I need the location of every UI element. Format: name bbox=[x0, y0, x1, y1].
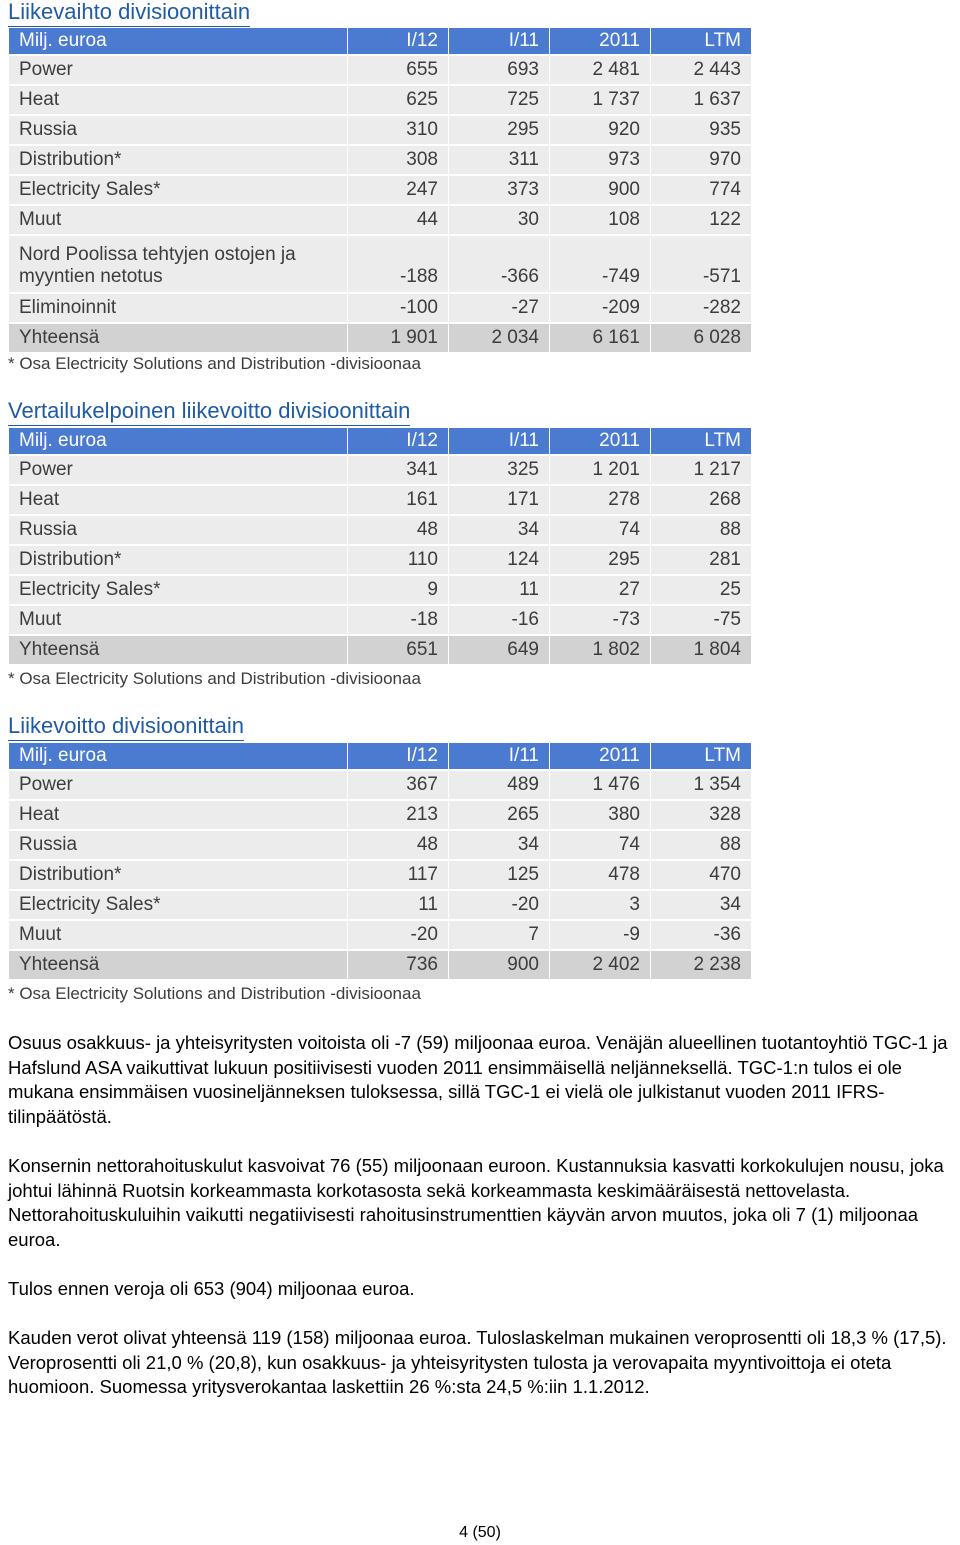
column-header: I/12 bbox=[348, 743, 448, 769]
table-row bbox=[9, 486, 751, 514]
row-label: Muut bbox=[9, 206, 347, 234]
column-header: Milj. euroa bbox=[9, 28, 347, 54]
table-cell: -27 bbox=[449, 294, 549, 322]
table-cell: -282 bbox=[651, 294, 751, 322]
column-header: I/12 bbox=[348, 428, 448, 454]
table-cell: 308 bbox=[348, 146, 448, 174]
column-header: 2011 bbox=[550, 28, 650, 54]
row-label: Yhteensä bbox=[9, 636, 347, 664]
table-row bbox=[9, 516, 751, 544]
section-title-operating-profit: Liikevoitto divisioonittain bbox=[8, 714, 244, 741]
row-label: Yhteensä bbox=[9, 951, 347, 979]
table-cell: -73 bbox=[550, 606, 650, 634]
table-cell: 380 bbox=[550, 801, 650, 829]
table-cell: 88 bbox=[651, 516, 751, 544]
comparable-operating-profit-table bbox=[8, 426, 752, 666]
table-cell: 295 bbox=[449, 116, 549, 144]
table-row bbox=[9, 576, 751, 604]
table-row bbox=[9, 294, 751, 322]
table-cell: 34 bbox=[449, 831, 549, 859]
table-header-row bbox=[9, 428, 751, 454]
table-cell: 470 bbox=[651, 861, 751, 889]
table-header-row bbox=[9, 28, 751, 54]
table-cell: 295 bbox=[550, 546, 650, 574]
table-cell: -36 bbox=[651, 921, 751, 949]
table-cell: 124 bbox=[449, 546, 549, 574]
table-cell: 311 bbox=[449, 146, 549, 174]
table-cell: 30 bbox=[449, 206, 549, 234]
table-cell: 2 402 bbox=[550, 951, 650, 979]
table-cell: 171 bbox=[449, 486, 549, 514]
paragraph-financial-expenses: Konsernin nettorahoituskulut kasvoivat 76 (55) miljoonaan euroon. Kustannuksia kasvatti korkokulujen nousu, joka johtui lähinnä Ruotsin korkeammasta korkotasosta sekä korkeammasta keskimääräisestä nettovelasta. Nettorahoituskuluihin vaikutti negatiivisesti rahoitusinstrumenttien käyvän arvon muutos, joka oli 7 (1) miljoonaa euroa. bbox=[8, 1155, 944, 1250]
table-row bbox=[9, 921, 751, 949]
column-header: Milj. euroa bbox=[9, 743, 347, 769]
table-row bbox=[9, 206, 751, 234]
column-header: I/11 bbox=[449, 428, 549, 454]
table-row bbox=[9, 236, 751, 292]
table-cell: 1 476 bbox=[550, 771, 650, 799]
table-header-row bbox=[9, 743, 751, 769]
total-row bbox=[9, 636, 751, 664]
row-label: Muut bbox=[9, 921, 347, 949]
column-header: LTM bbox=[651, 28, 751, 54]
table-cell: 6 028 bbox=[651, 324, 751, 352]
table-cell: 6 161 bbox=[550, 324, 650, 352]
table-cell: 11 bbox=[449, 576, 549, 604]
table-cell: 1 737 bbox=[550, 86, 650, 114]
table-cell: 161 bbox=[348, 486, 448, 514]
table-cell: 367 bbox=[348, 771, 448, 799]
table-cell: 478 bbox=[550, 861, 650, 889]
table-cell: 9 bbox=[348, 576, 448, 604]
total-row bbox=[9, 951, 751, 979]
table-cell: 693 bbox=[449, 56, 549, 84]
table-cell: -571 bbox=[651, 236, 751, 292]
table-cell: 48 bbox=[348, 831, 448, 859]
footnote: * Osa Electricity Solutions and Distribution -divisioonaa bbox=[8, 984, 421, 1003]
row-label: Electricity Sales* bbox=[9, 176, 347, 204]
table-cell: 1 637 bbox=[651, 86, 751, 114]
table-cell: 736 bbox=[348, 951, 448, 979]
table-cell: 373 bbox=[449, 176, 549, 204]
table-cell: 1 802 bbox=[550, 636, 650, 664]
table-cell: -75 bbox=[651, 606, 751, 634]
table-row bbox=[9, 831, 751, 859]
table-cell: 655 bbox=[348, 56, 448, 84]
table-cell: -100 bbox=[348, 294, 448, 322]
paragraph-associates: Osuus osakkuus- ja yhteisyritysten voitoista oli -7 (59) miljoonaa euroa. Venäjän alueellinen tuotantoyhtiö TGC-1 ja Hafslund ASA vaikuttivat lukuun positiivisesti vuoden 2011 ensimmäisellä neljänneksellä. TGC-1:n tulos ei ole mukana ensimmäisen vuosineljänneksen tuloksessa, sillä TGC-1 ei vielä ole julkistanut vuoden 2011 IFRS-tilinpäätöstä. bbox=[8, 1032, 948, 1127]
paragraph-taxes: Kauden verot olivat yhteensä 119 (158) miljoonaa euroa. Tuloslaskelman mukainen veroprosentti oli 18,3 % (17,5). Veroprosentti oli 21,0 % (20,8), kun osakkuus- ja yhteisyritysten tulosta ja verovapaita myyntivoittoja ei oteta huomioon. Suomessa yritysverokantaa laskettiin 26 %:sta 24,5 %:iin 1.1.2012. bbox=[8, 1327, 947, 1397]
table-cell: -366 bbox=[449, 236, 549, 292]
table-cell: 328 bbox=[651, 801, 751, 829]
table-cell: 970 bbox=[651, 146, 751, 174]
row-label: Power bbox=[9, 456, 347, 484]
table-cell: -16 bbox=[449, 606, 549, 634]
table-row bbox=[9, 801, 751, 829]
table-cell: 649 bbox=[449, 636, 549, 664]
total-row bbox=[9, 324, 751, 352]
table-cell: 920 bbox=[550, 116, 650, 144]
table-cell: 34 bbox=[449, 516, 549, 544]
row-label: Heat bbox=[9, 801, 347, 829]
table-cell: 310 bbox=[348, 116, 448, 144]
table-row bbox=[9, 456, 751, 484]
table-cell: 1 804 bbox=[651, 636, 751, 664]
table-cell: 74 bbox=[550, 831, 650, 859]
column-header: I/11 bbox=[449, 28, 549, 54]
row-label: Russia bbox=[9, 116, 347, 144]
table-cell: -20 bbox=[348, 921, 448, 949]
table-cell: 325 bbox=[449, 456, 549, 484]
table-cell: 900 bbox=[550, 176, 650, 204]
table-cell: 11 bbox=[348, 891, 448, 919]
page-number: 4 (50) bbox=[459, 1524, 501, 1541]
row-label: Electricity Sales* bbox=[9, 576, 347, 604]
table-cell: 2 481 bbox=[550, 56, 650, 84]
table-row bbox=[9, 891, 751, 919]
table-cell: 1 201 bbox=[550, 456, 650, 484]
table-row bbox=[9, 546, 751, 574]
table-row bbox=[9, 771, 751, 799]
table-cell: 108 bbox=[550, 206, 650, 234]
column-header: Milj. euroa bbox=[9, 428, 347, 454]
row-label: Electricity Sales* bbox=[9, 891, 347, 919]
table-cell: 27 bbox=[550, 576, 650, 604]
table-row bbox=[9, 176, 751, 204]
table-cell: 110 bbox=[348, 546, 448, 574]
table-cell: 265 bbox=[449, 801, 549, 829]
table-cell: 281 bbox=[651, 546, 751, 574]
table-cell: 34 bbox=[651, 891, 751, 919]
table-cell: -209 bbox=[550, 294, 650, 322]
table-cell: 213 bbox=[348, 801, 448, 829]
row-label: Power bbox=[9, 771, 347, 799]
table-row bbox=[9, 86, 751, 114]
table-cell: 2 238 bbox=[651, 951, 751, 979]
table-cell: 117 bbox=[348, 861, 448, 889]
table-cell: 651 bbox=[348, 636, 448, 664]
table-cell: 74 bbox=[550, 516, 650, 544]
table-cell: 625 bbox=[348, 86, 448, 114]
table-row bbox=[9, 606, 751, 634]
table-cell: 489 bbox=[449, 771, 549, 799]
table-cell: 268 bbox=[651, 486, 751, 514]
table-cell: 2 034 bbox=[449, 324, 549, 352]
table-cell: 973 bbox=[550, 146, 650, 174]
row-label: Russia bbox=[9, 516, 347, 544]
table-cell: 48 bbox=[348, 516, 448, 544]
table-cell: 7 bbox=[449, 921, 549, 949]
paragraph-profit-before-taxes: Tulos ennen veroja oli 653 (904) miljoonaa euroa. bbox=[8, 1278, 415, 1299]
table-cell: 122 bbox=[651, 206, 751, 234]
row-label: Heat bbox=[9, 486, 347, 514]
row-label: Distribution* bbox=[9, 861, 347, 889]
row-label: Russia bbox=[9, 831, 347, 859]
table-cell: 247 bbox=[348, 176, 448, 204]
row-label: Eliminoinnit bbox=[9, 294, 347, 322]
table-cell: 25 bbox=[651, 576, 751, 604]
section-title-revenue: Liikevaihto divisioonittain bbox=[8, 0, 250, 27]
table-cell: 900 bbox=[449, 951, 549, 979]
table-cell: 1 217 bbox=[651, 456, 751, 484]
table-row bbox=[9, 56, 751, 84]
row-label: Muut bbox=[9, 606, 347, 634]
table-cell: 935 bbox=[651, 116, 751, 144]
column-header: 2011 bbox=[550, 743, 650, 769]
row-label: Power bbox=[9, 56, 347, 84]
table-cell: 1 901 bbox=[348, 324, 448, 352]
table-cell: -9 bbox=[550, 921, 650, 949]
table-cell: 1 354 bbox=[651, 771, 751, 799]
row-label: Distribution* bbox=[9, 546, 347, 574]
table-cell: 774 bbox=[651, 176, 751, 204]
table-cell: -20 bbox=[449, 891, 549, 919]
row-label: Distribution* bbox=[9, 146, 347, 174]
table-cell: -749 bbox=[550, 236, 650, 292]
column-header: LTM bbox=[651, 428, 751, 454]
row-label: Nord Poolissa tehtyjen ostojen ja myyntien netotus bbox=[9, 236, 347, 292]
column-header: LTM bbox=[651, 743, 751, 769]
revenue-table bbox=[8, 26, 752, 354]
table-cell: 3 bbox=[550, 891, 650, 919]
table-cell: 44 bbox=[348, 206, 448, 234]
table-row bbox=[9, 116, 751, 144]
table-cell: 278 bbox=[550, 486, 650, 514]
table-cell: -18 bbox=[348, 606, 448, 634]
table-cell: 341 bbox=[348, 456, 448, 484]
column-header: 2011 bbox=[550, 428, 650, 454]
footnote: * Osa Electricity Solutions and Distribution -divisioonaa bbox=[8, 354, 421, 373]
table-cell: 125 bbox=[449, 861, 549, 889]
table-cell: 2 443 bbox=[651, 56, 751, 84]
table-cell: 88 bbox=[651, 831, 751, 859]
column-header: I/12 bbox=[348, 28, 448, 54]
section-title-comparable-operating-profit: Vertailukelpoinen liikevoitto divisioonittain bbox=[8, 399, 410, 426]
row-label: Heat bbox=[9, 86, 347, 114]
operating-profit-table bbox=[8, 741, 752, 981]
table-cell: -188 bbox=[348, 236, 448, 292]
column-header: I/11 bbox=[449, 743, 549, 769]
row-label: Yhteensä bbox=[9, 324, 347, 352]
table-row bbox=[9, 146, 751, 174]
footnote: * Osa Electricity Solutions and Distribution -divisioonaa bbox=[8, 669, 421, 688]
table-cell: 725 bbox=[449, 86, 549, 114]
table-row bbox=[9, 861, 751, 889]
